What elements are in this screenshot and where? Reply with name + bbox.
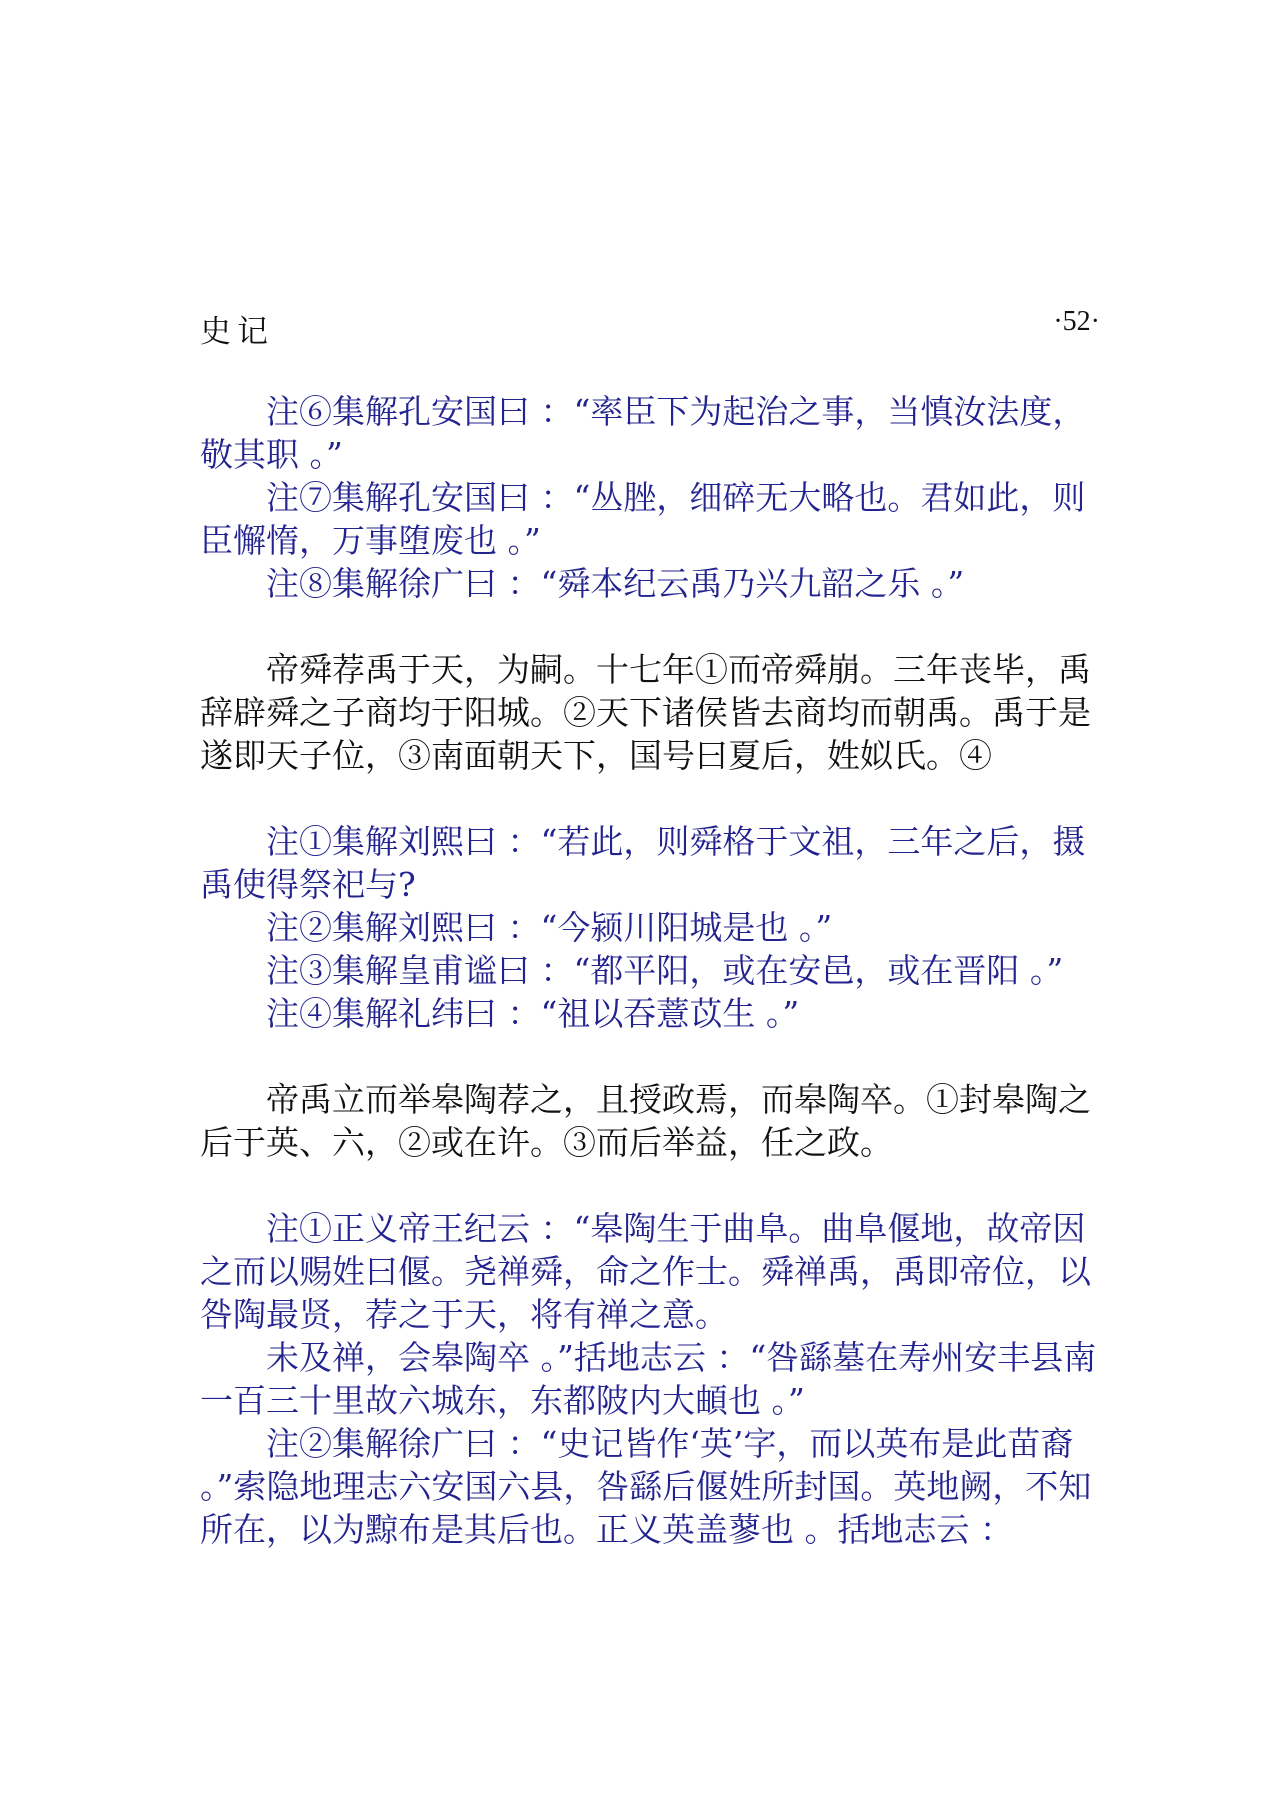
page-body	[200, 390, 1100, 1551]
paragraph-gap	[200, 605, 1100, 648]
main-text-paragraph: 帝舜荐禹于天，为嗣。十七年①而帝舜崩。三年丧毕，禹辞辟舜之子商均于阳城。②天下诸侯皆去商均而朝禹。禹于是遂即天子位，③南面朝天下，国号曰夏后，姓姒氏。④	[200, 650, 1091, 775]
main-text-paragraph: 帝禹立而举皋陶荐之，且授政焉，而皋陶卒。①封皋陶之后于英、六，②或在许。③而后举益，任之政。	[200, 1080, 1091, 1162]
page-number: ·52·	[1053, 306, 1100, 337]
book-title: 史记	[200, 314, 274, 350]
annotation-paragraph: 注④集解礼纬曰 ：“祖以吞薏苡生 。”	[266, 994, 800, 1033]
paragraph-gap	[200, 777, 1100, 820]
paragraph-gap	[200, 1164, 1100, 1207]
annotation-paragraph: 注⑥集解孔安国曰 ：“率臣下为起治之事，当慎汝法度，敬其职 。”	[200, 392, 1086, 474]
annotation-paragraph: 注②集解徐广曰 ：“史记皆作‘英’字，而以英布是此苗裔 。”索隐地理志六安国六县，咎繇后偃姓所封国。英地阙，不知所在，以为黥布是其后也。正义英盖蓼也 。括地志云 ：	[200, 1424, 1092, 1549]
annotation-paragraph: 未及禅，会皋陶卒 。”括地志云 ：“咎繇墓在寿州安丰县南一百三十里故六城东，东都陂内大頔也 。”	[200, 1338, 1097, 1420]
annotation-paragraph: 注⑧集解徐广曰 ：“舜本纪云禹乃兴九韶之乐 。”	[266, 564, 965, 603]
annotation-paragraph: 注③集解皇甫谧曰 ：“都平阳，或在安邑，或在晋阳 。”	[266, 951, 1064, 990]
paragraph-gap	[200, 1035, 1100, 1078]
page-header	[200, 306, 1100, 350]
annotation-paragraph: 注①正义帝王纪云 ：“皋陶生于曲阜。曲阜偃地，故帝因之而以赐姓曰偃。尧禅舜，命之作士。舜禅禹，禹即帝位，以咎陶最贤，荐之于天，将有禅之意。	[200, 1209, 1091, 1334]
annotation-paragraph: 注⑦集解孔安国曰 ：“丛脞，细碎无大略也。君如此，则臣懈惰，万事堕废也 。”	[200, 478, 1086, 560]
annotation-paragraph: 注①集解刘熙曰 ：“若此，则舜格于文祖，三年之后，摄禹使得祭祀与?	[200, 822, 1086, 904]
annotation-paragraph: 注②集解刘熙曰 ：“今颍川阳城是也 。”	[266, 908, 833, 947]
